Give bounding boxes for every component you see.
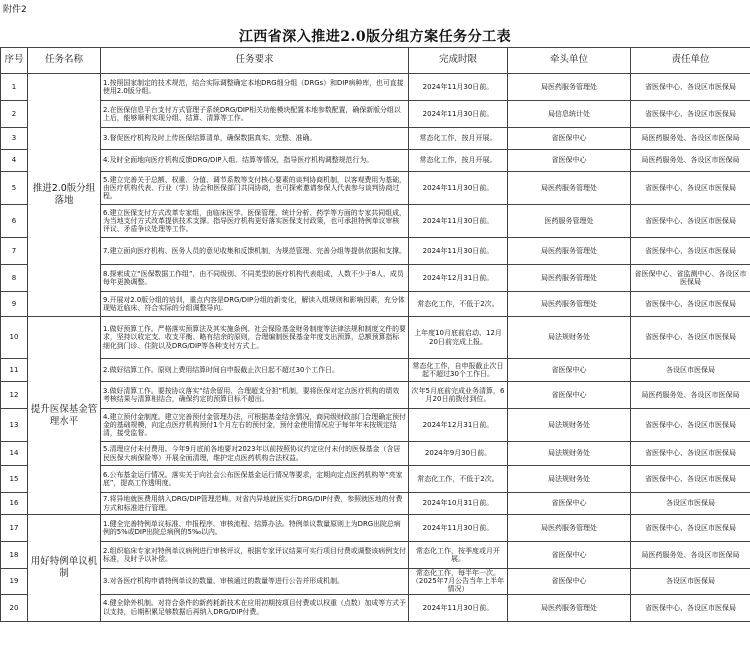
lead-unit-cell: 局医药服务管理处 bbox=[508, 594, 631, 621]
table-row bbox=[1, 292, 750, 317]
lead-unit-cell: 局医药服务管理处 bbox=[508, 172, 631, 205]
table-row bbox=[1, 594, 750, 621]
row-number: 3 bbox=[1, 128, 28, 150]
lead-unit-cell: 省医保中心 bbox=[508, 128, 631, 150]
task-requirement: 3.做好清算工作。要按协议落实“结余留用、合理超支分担”机制，要将医保对定点医疗机构的绩效考核结果与清算相结合，确保约定的预算目标不超出。 bbox=[101, 382, 409, 409]
task-requirement: 4.建立预付金制度。建立完善预付金管理办法，可根据基金结余情况，商同级财政部门合理确定预付金的基础规模，向定点医疗机构预付1个月左右的预付金，预付金使用情况应于每年年末按规定结清，接受监督。 bbox=[101, 409, 409, 442]
task-requirement: 6.建立医保支付方式改革专家组，由临床医学、医保管理、统计分析、药学等方面的专家共同组成，为当地支付方式改革提供技术支撑。指导医疗机构更好落实医保支付政策，也可承担特例单议审核评议、矛盾争议处理等工作。 bbox=[101, 205, 409, 238]
task-requirement: 2.做好结算工作。原则上费用结算时间自申报截止次日起不超过30个工作日。 bbox=[101, 359, 409, 382]
task-requirement: 2.在医保信息平台支付方式管理子系统DRG/DIP相关功能模块配置本地参数配置，确保新版分组以上后，能够顺利实现分组、结算、清算等工作。 bbox=[101, 101, 409, 128]
task-requirement: 3.督促医疗机构及时上传医保结算清单，确保数据真实、完整、准确。 bbox=[101, 128, 409, 150]
task-requirement: 3.对各医疗机构申请特例单议的数量、审核通过的数量等进行公告并形成机制。 bbox=[101, 569, 409, 595]
responsible-unit-cell: 省医保中心、各设区市医保局 bbox=[631, 515, 750, 542]
lead-unit-cell: 局法规财务处 bbox=[508, 317, 631, 359]
deadline-cell: 2024年11月30日前。 bbox=[409, 74, 508, 101]
lead-unit-cell: 医药服务管理处 bbox=[508, 205, 631, 238]
deadline-cell: 常态化工作，不低于2次。 bbox=[409, 292, 508, 317]
responsible-unit-cell: 各设区市医保局 bbox=[631, 493, 750, 515]
responsible-unit-cell: 省医保中心、各设区市医保局 bbox=[631, 74, 750, 101]
row-number: 18 bbox=[1, 542, 28, 569]
responsible-unit-cell: 省医保中心、各设区市医保局 bbox=[631, 594, 750, 621]
row-number: 2 bbox=[1, 101, 28, 128]
annex-label: 附件2 bbox=[3, 5, 27, 15]
task-requirement: 5.建立完善关于总额、权重、分值、调节系数等支付核心要素的谈判协商机制，以客观费用为基础，由医疗机构代表、行业（学）协会和医保部门共同协商，也可探索邀请参保人代表参与谈判协商过程。 bbox=[101, 172, 409, 205]
responsible-unit-cell: 局医药服务处、各设区市医保局 bbox=[631, 382, 750, 409]
task-requirement: 5.清理应付未付费用。今年9月底前各地要对2023年以前按照协议约定应付未付的医保基金（含居民医保大病保险等）开展全面清理，维护定点医药机构合法权益。 bbox=[101, 442, 409, 466]
header-deadline: 完成时限 bbox=[409, 48, 508, 74]
responsible-unit-cell: 省医保中心、各设区市医保局 bbox=[631, 238, 750, 265]
lead-unit-cell: 省医保中心 bbox=[508, 382, 631, 409]
table-row bbox=[1, 265, 750, 292]
row-number: 12 bbox=[1, 382, 28, 409]
task-requirement: 2.组织临床专家对特例单议病例进行审核评议，根据专家评议结果可实行项目付费或调整该病例支付标准，及时予以补偿。 bbox=[101, 542, 409, 569]
responsible-unit-cell: 各设区市医保局 bbox=[631, 359, 750, 382]
table-row bbox=[1, 359, 750, 382]
lead-unit-cell: 省医保中心 bbox=[508, 493, 631, 515]
row-number: 8 bbox=[1, 265, 28, 292]
header-no: 序号 bbox=[1, 48, 28, 74]
row-number: 6 bbox=[1, 205, 28, 238]
deadline-cell: 常态化工作，按月开展。 bbox=[409, 128, 508, 150]
deadline-cell: 2024年11月30日前。 bbox=[409, 205, 508, 238]
task-requirement: 7.建立面向医疗机构、医务人员的意见收集和反馈机制，为规范管理、完善分组等提供依据和支撑。 bbox=[101, 238, 409, 265]
table-row bbox=[1, 382, 750, 409]
table-row bbox=[1, 238, 750, 265]
deadline-cell: 2024年11月30日前。 bbox=[409, 101, 508, 128]
responsible-unit-cell: 局医药服务处、各设区市医保局 bbox=[631, 542, 750, 569]
responsible-unit-cell: 省医保中心、各设区市医保局 bbox=[631, 442, 750, 466]
responsible-unit-cell: 局医药服务处、各设区市医保局 bbox=[631, 150, 750, 172]
table-row bbox=[1, 409, 750, 442]
task-group-name: 提升医保基金管理水平 bbox=[28, 317, 101, 515]
deadline-cell: 2024年12月31日前。 bbox=[409, 265, 508, 292]
deadline-cell: 2024年11月30日前。 bbox=[409, 172, 508, 205]
row-number: 10 bbox=[1, 317, 28, 359]
task-group-name: 用好特例单议机制 bbox=[28, 515, 101, 622]
row-number: 14 bbox=[1, 442, 28, 466]
document-title: 江西省深入推进2.0版分组方案任务分工表 bbox=[238, 29, 512, 45]
row-number: 19 bbox=[1, 569, 28, 595]
deadline-cell: 2024年11月30日前。 bbox=[409, 515, 508, 542]
row-number: 5 bbox=[1, 172, 28, 205]
row-number: 17 bbox=[1, 515, 28, 542]
task-requirement: 1.按照国家制定的技术规范，结合实际调整确定本地DRG细分组（DRGs）和DIP病种库，也可直接使用2.0版分组。 bbox=[101, 74, 409, 101]
row-number: 7 bbox=[1, 238, 28, 265]
table-row bbox=[1, 466, 750, 493]
row-number: 11 bbox=[1, 359, 28, 382]
table-row bbox=[1, 101, 750, 128]
task-group-name: 推进2.0版分组落地 bbox=[28, 74, 101, 317]
table-row bbox=[1, 172, 750, 205]
task-requirement: 4.及时全面地向医疗机构反馈DRG/DIP入组、结算等情况，指导医疗机构调整规范行为。 bbox=[101, 150, 409, 172]
responsible-unit-cell: 省医保中心、各设区市医保局 bbox=[631, 409, 750, 442]
row-number: 4 bbox=[1, 150, 28, 172]
table-row bbox=[1, 442, 750, 466]
table-row bbox=[1, 317, 750, 359]
deadline-cell: 上年度10月底前启动、12月20日前完成上报。 bbox=[409, 317, 508, 359]
table-row bbox=[1, 493, 750, 515]
header-lead-unit: 牵头单位 bbox=[508, 48, 631, 74]
responsible-unit-cell: 省医保中心、省监测中心、各设区市医保局 bbox=[631, 265, 750, 292]
lead-unit-cell: 局法规财务处 bbox=[508, 466, 631, 493]
row-number: 20 bbox=[1, 594, 28, 621]
table-row bbox=[1, 542, 750, 569]
task-requirement: 9.开展对2.0版分组的培训，重点内容是DRG/DIP分组的新变化，解读入组规则和影响因素，充分体现贴近临床、符合实际的分组调整导向。 bbox=[101, 292, 409, 317]
deadline-cell: 常态化工作，每半年一次。（2025年7月公告当年上半年情况） bbox=[409, 569, 508, 595]
lead-unit-cell: 局医药服务管理处 bbox=[508, 238, 631, 265]
task-requirement: 7.将异地就医费用纳入DRG/DIP管理范畴。对省内异地就医实行DRG/DIP付费，参照就医地的付费方式和标准进行管理。 bbox=[101, 493, 409, 515]
responsible-unit-cell: 省医保中心、各设区市医保局 bbox=[631, 172, 750, 205]
deadline-cell: 2024年11月30日前。 bbox=[409, 594, 508, 621]
row-number: 9 bbox=[1, 292, 28, 317]
deadline-cell: 2024年10月31日前。 bbox=[409, 493, 508, 515]
deadline-cell: 常态化工作，按月开展。 bbox=[409, 150, 508, 172]
table-row bbox=[1, 515, 750, 542]
deadline-cell: 2024年9月30日前。 bbox=[409, 442, 508, 466]
lead-unit-cell: 省医保中心 bbox=[508, 150, 631, 172]
task-requirement: 6.公布基金运行情况。落实关于向社会公布医保基金运行情况等要求，定期向定点医药机构等“亮家底”，提高工作透明度。 bbox=[101, 466, 409, 493]
table-row bbox=[1, 74, 750, 101]
row-number: 13 bbox=[1, 409, 28, 442]
table-header-row bbox=[1, 48, 750, 74]
task-requirement: 1.健全完善特例单议标准、申报程序、审核流程、结算办法。特例单议数量原则上为DRG出院总病例的5%或DIP出院总病例的5‰以内。 bbox=[101, 515, 409, 542]
task-requirement: 8.探索成立“医保数据工作组”，由不同级别、不同类型的医疗机构代表组成，人数不少于8人，成员每年更换调整。 bbox=[101, 265, 409, 292]
responsible-unit-cell: 省医保中心、各设区市医保局 bbox=[631, 292, 750, 317]
table-row bbox=[1, 128, 750, 150]
deadline-cell: 常态化工作，不低于2次。 bbox=[409, 466, 508, 493]
table-row bbox=[1, 205, 750, 238]
header-requirement: 任务要求 bbox=[101, 48, 409, 74]
lead-unit-cell: 局法规财务处 bbox=[508, 442, 631, 466]
deadline-cell: 常态化工作，自申报截止次日起不超过30个工作日。 bbox=[409, 359, 508, 382]
lead-unit-cell: 省医保中心 bbox=[508, 359, 631, 382]
responsible-unit-cell: 省医保中心、各设区市医保局 bbox=[631, 205, 750, 238]
lead-unit-cell: 局法规财务处 bbox=[508, 409, 631, 442]
task-requirement: 4.健全除外机制。对符合条件的新药耗新技术在应用初期按项目付费或以权重（点数）加成等方式予以支持，后期积累足够数据后再纳入DRG/DIP付费。 bbox=[101, 594, 409, 621]
lead-unit-cell: 省医保中心 bbox=[508, 569, 631, 595]
header-task-name: 任务名称 bbox=[28, 48, 101, 74]
row-number: 1 bbox=[1, 74, 28, 101]
lead-unit-cell: 省医保中心 bbox=[508, 542, 631, 569]
deadline-cell: 常态化工作，按季度或月开展。 bbox=[409, 542, 508, 569]
lead-unit-cell: 局医药服务管理处 bbox=[508, 515, 631, 542]
row-number: 16 bbox=[1, 493, 28, 515]
deadline-cell: 2024年12月31日前。 bbox=[409, 409, 508, 442]
lead-unit-cell: 局医药服务管理处 bbox=[508, 265, 631, 292]
lead-unit-cell: 局医药服务管理处 bbox=[508, 292, 631, 317]
deadline-cell: 2024年11月30日前。 bbox=[409, 238, 508, 265]
responsible-unit-cell: 局医药服务处、各设区市医保局 bbox=[631, 128, 750, 150]
lead-unit-cell: 局医药服务管理处 bbox=[508, 74, 631, 101]
task-table bbox=[0, 47, 750, 622]
responsible-unit-cell: 省医保中心、各设区市医保局 bbox=[631, 101, 750, 128]
responsible-unit-cell: 省医保中心、各设区市医保局 bbox=[631, 317, 750, 359]
responsible-unit-cell: 各设区市医保局 bbox=[631, 569, 750, 595]
table-body bbox=[1, 74, 750, 622]
header-responsible-unit: 责任单位 bbox=[631, 48, 750, 74]
row-number: 15 bbox=[1, 466, 28, 493]
table-row bbox=[1, 150, 750, 172]
table-row bbox=[1, 569, 750, 595]
responsible-unit-cell: 省医保中心、各设区市医保局 bbox=[631, 466, 750, 493]
task-requirement: 1.做好预算工作。严格落实预算法及其实施条例、社会保险基金财务制度等法律法规和制度文件的要求，坚持以收定支、收支平衡、略有结余的原则，合理编制医保基金年度支出预算，总额预算指标细化到门诊、住院以及DRG/DIP等各种支付方式上。 bbox=[101, 317, 409, 359]
deadline-cell: 次年5月底前完成业务清算，6月20日前拨付到位。 bbox=[409, 382, 508, 409]
lead-unit-cell: 局信息统计处 bbox=[508, 101, 631, 128]
